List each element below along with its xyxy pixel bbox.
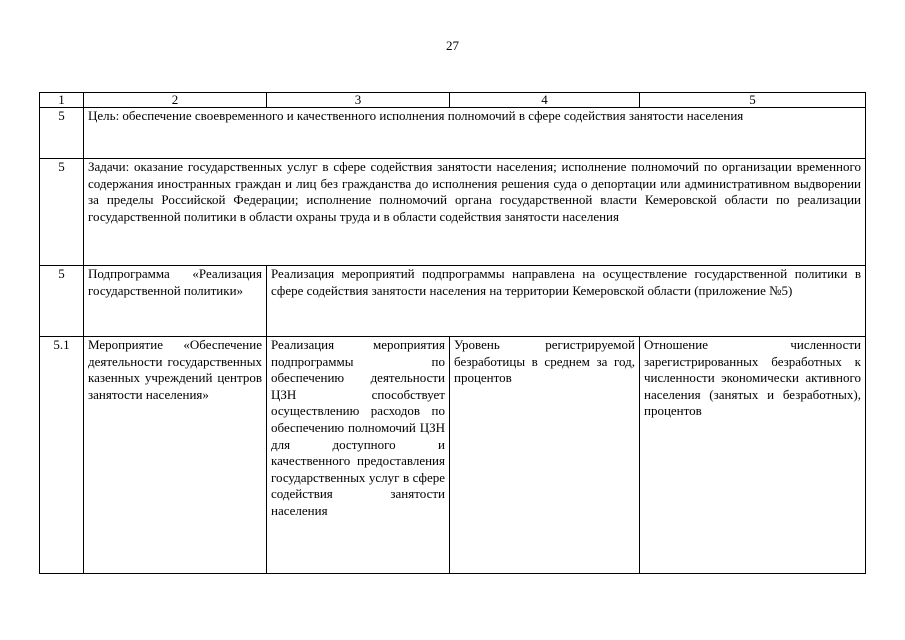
program-table <box>39 92 866 574</box>
goal-row <box>40 108 866 159</box>
row-number: 5.1 <box>40 337 84 574</box>
header-cell: 2 <box>84 93 267 108</box>
header-cell: 3 <box>267 93 450 108</box>
measure-row <box>40 337 866 574</box>
subprogram-description: Реализация мероприятий подпрограммы направлена на осуществление государственной политики в сфере содействия занятости населения на территории Кемеровской области (приложение №5) <box>267 266 866 337</box>
header-cell: 5 <box>640 93 866 108</box>
subprogram-name: Подпрограмма «Реализация государственной политики» <box>84 266 267 337</box>
goal-text: Цель: обеспечение своевременного и качественного исполнения полномочий в сфере содействия занятости населения <box>84 108 866 159</box>
measure-indicator: Уровень регистрируемой безработицы в среднем за год, процентов <box>450 337 640 574</box>
row-number: 5 <box>40 108 84 159</box>
measure-name: Мероприятие «Обеспечение деятельности государственных казенных учреждений центров занятости населения» <box>84 337 267 574</box>
row-number: 5 <box>40 159 84 266</box>
header-row <box>40 93 866 108</box>
header-cell: 4 <box>450 93 640 108</box>
tasks-row <box>40 159 866 266</box>
subprogram-row <box>40 266 866 337</box>
row-number: 5 <box>40 266 84 337</box>
measure-formula: Отношение численности зарегистрированных безработных к численности экономически активного населения (занятых и безработных), процентов <box>640 337 866 574</box>
header-cell: 1 <box>40 93 84 108</box>
page-number: 27 <box>446 38 459 53</box>
tasks-text: Задачи: оказание государственных услуг в сфере содействия занятости населения; исполнение полномочий по организации временного содержания иностранных граждан и лиц без гражданства до исполнения решения суда о депортации или административном выдворении за пределы Российской Федерации; исполнение полномочий органа государственной власти Кемеровской области по реализации государственной политики в области охраны труда и в области содействия занятости населения <box>84 159 866 266</box>
measure-description: Реализация мероприятия подпрограммы по обеспечению деятельности ЦЗН способствует осуществлению расходов по обеспечению полномочий ЦЗН для доступного и качественного предоставления государственных услуг в сфере содействия занятости населения <box>267 337 450 574</box>
